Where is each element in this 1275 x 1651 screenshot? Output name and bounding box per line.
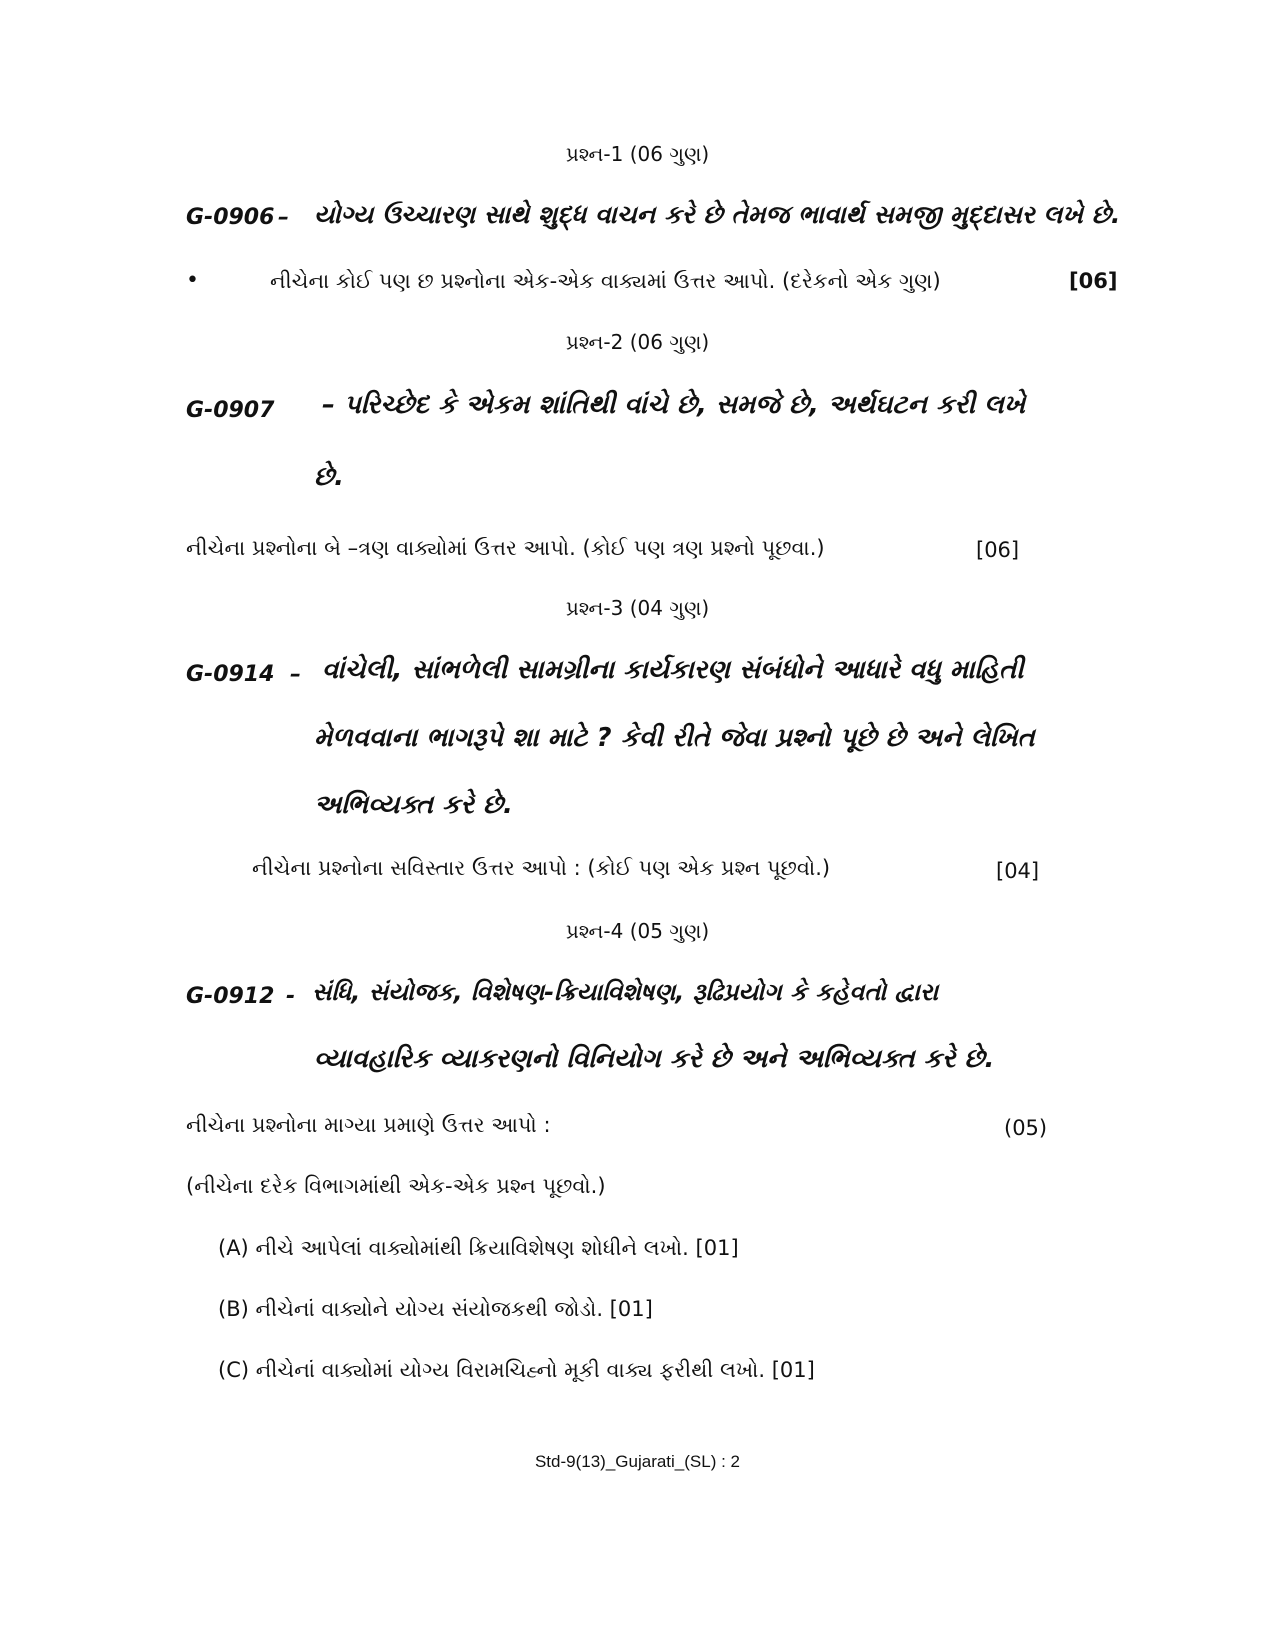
- q2-marks: [06]: [976, 538, 1020, 562]
- q1-code: G-0906: [186, 205, 275, 230]
- q3-instruction: નીચેના પ્રશ્નોના સવિસ્તાર ઉત્તર આપો : (કોઈ પણ એક પ્રશ્ન પૂછવો.): [252, 856, 831, 880]
- q4-item-a: [218, 1236, 739, 1261]
- q4-item-c: [218, 1358, 815, 1383]
- q3-dash: –: [290, 662, 301, 687]
- q4-code: G-0912: [186, 984, 275, 1009]
- q2-objective-line2: છે.: [314, 462, 344, 492]
- q4-heading: પ્રશ્ન-4 (05 ગુણ): [565, 919, 710, 943]
- q3-objective-line1: વાંચેલી, સાંભળેલી સામગ્રીના કાર્યકારણ સંબંધોને આધારે વધુ માહિતી: [322, 655, 1024, 685]
- q4-item-b: [218, 1297, 653, 1322]
- q3-objective-line2: મેળવવાના ભાગરૂપે શા માટે ? કેવી રીતે જેવા પ્રશ્નો પૂછે છે અને લેખિત: [314, 723, 1035, 753]
- q4-item-b-label: (B): [218, 1297, 249, 1321]
- q1-dash: –: [278, 205, 289, 230]
- q4-dash: -: [286, 984, 296, 1009]
- q4-marks: (05): [1004, 1116, 1048, 1140]
- q1-heading: પ્રશ્ન-1 (06 ગુણ): [565, 142, 710, 166]
- page-footer: Std-9(13)_Gujarati_(SL) : 2: [534, 1452, 741, 1471]
- q4-item-c-text: નીચેનાં વાક્યોમાં યોગ્ય વિરામચિહ્નો મૂકી વાક્ય ફરીથી લખો. [01]: [255, 1358, 815, 1382]
- q4-objective-line2: વ્યાવહારિક વ્યાકરણનો વિનિયોગ કરે છે અને અભિવ્યક્ત કરે છે.: [314, 1044, 995, 1074]
- q2-objective-line1: – પરિચ્છેદ કે એકમ શાંતિથી વાંચે છે, સમજે છે, અર્થઘટન કરી લખે: [322, 390, 1026, 420]
- q3-objective-line3: અભિવ્યક્ત કરે છે.: [314, 790, 513, 820]
- q4-objective-line1: સંધિ, સંયોજક, વિશેષણ-ક્રિયાવિશેષણ, રૂઢિપ્રયોગ કે કહેવતો દ્વારા: [312, 978, 939, 1006]
- q4-item-a-text: નીચે આપેલાં વાક્યોમાંથી ક્રિયાવિશેષણ શોધીને લખો. [01]: [255, 1236, 739, 1260]
- q1-objective: યોગ્ય ઉચ્ચારણ સાથે શુદ્ધ વાચન કરે છે તેમજ ભાવાર્થ સમજી મુદ્દાસર લખે છે.: [314, 200, 1121, 229]
- q2-code: G-0907: [186, 398, 275, 423]
- q3-marks: [04]: [996, 859, 1040, 883]
- q4-item-b-text: નીચેનાં વાક્યોને યોગ્ય સંયોજકથી જોડો. [01]: [255, 1297, 653, 1321]
- q4-item-c-label: (C): [218, 1358, 250, 1382]
- q1-bullet: •: [186, 268, 199, 293]
- q2-heading: પ્રશ્ન-2 (06 ગુણ): [565, 330, 710, 354]
- q3-heading: પ્રશ્ન-3 (04 ગુણ): [565, 596, 710, 620]
- q4-note: (નીચેના દરેક વિભાગમાંથી એક-એક પ્રશ્ન પૂછવો.): [186, 1174, 606, 1198]
- q1-marks: [06]: [1069, 269, 1118, 293]
- q3-code: G-0914: [186, 662, 275, 687]
- q4-instruction: નીચેના પ્રશ્નોના માગ્યા પ્રમાણે ઉત્તર આપો :: [186, 1113, 551, 1137]
- q2-instruction: નીચેના પ્રશ્નોના બે –ત્રણ વાક્યોમાં ઉત્તર આપો. (કોઈ પણ ત્રણ પ્રશ્નો પૂછવા.): [186, 536, 825, 560]
- q4-item-a-label: (A): [218, 1236, 249, 1260]
- q1-instruction: નીચેના કોઈ પણ છ પ્રશ્નોના એક-એક વાક્યમાં ઉત્તર આપો. (દરેકનો એક ગુણ): [270, 269, 941, 293]
